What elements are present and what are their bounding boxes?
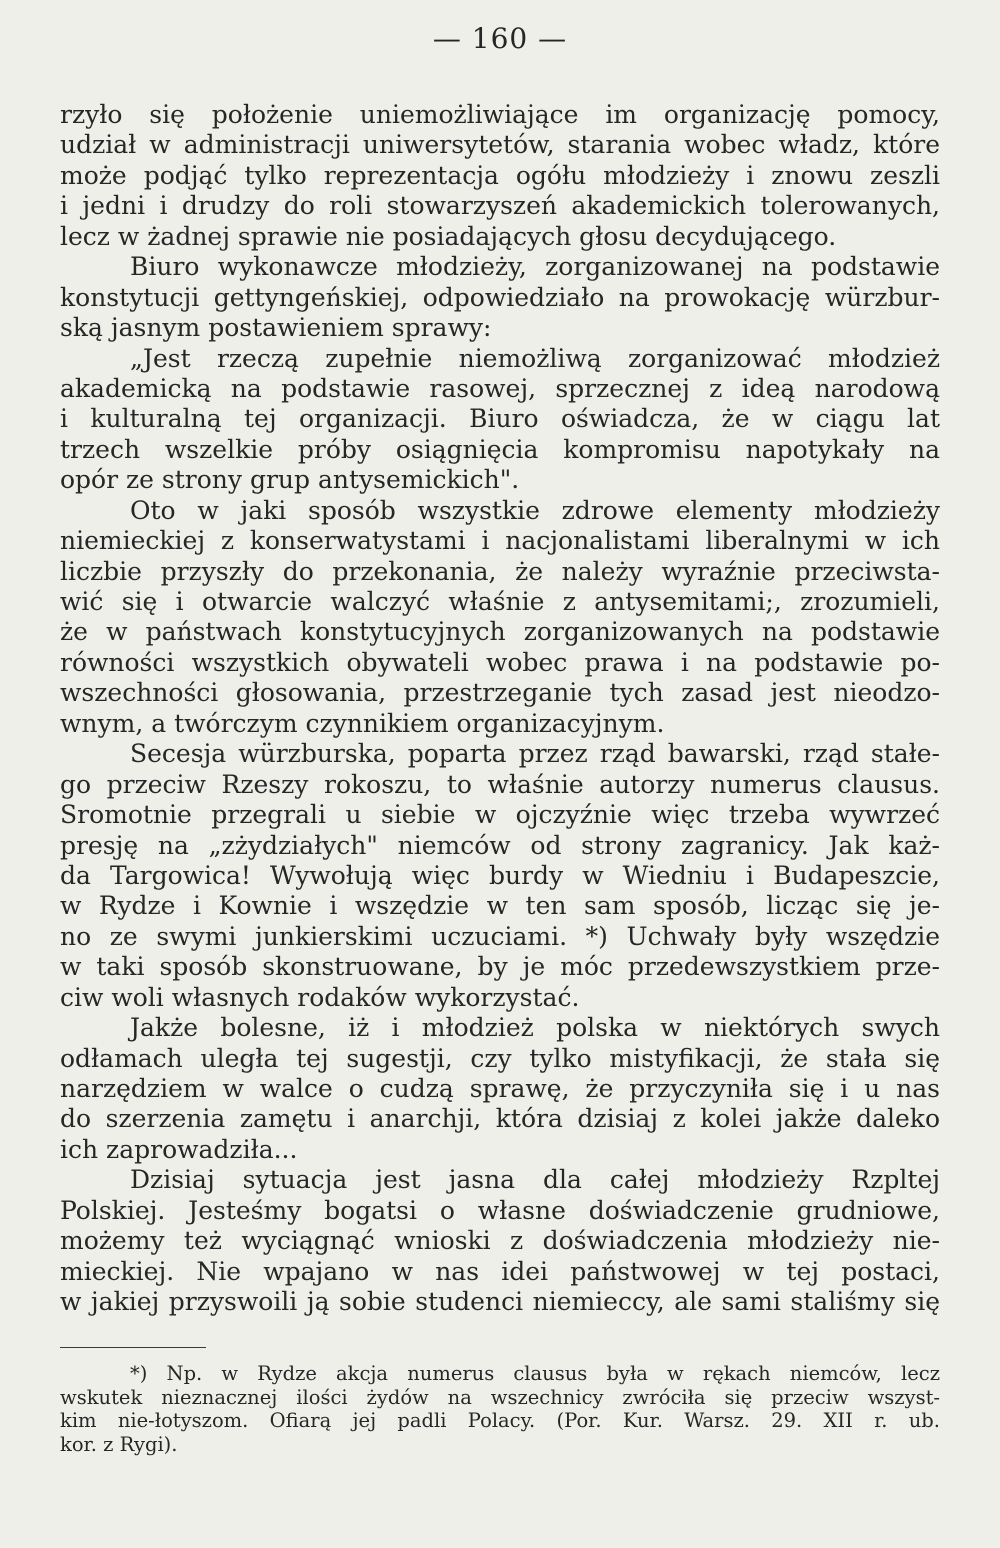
text-line: w Rydze i Kownie i wszędzie w ten sam sposób, licząc się je- [60, 891, 940, 921]
text-line: niemieckiej z konserwatystami i nacjonalistami liberalnymi w ich [60, 526, 940, 556]
text-line: wnym, a twórczym czynnikiem organizacyjnym. [60, 708, 665, 738]
text-line: wić się i otwarcie walczyć właśnie z antysemitami;, zrozumieli, [60, 587, 940, 616]
text-line: da Targowica! Wywołują więc burdy w Wiedniu i Budapeszcie, [60, 860, 940, 890]
footnote-line: kor. z Rygi). [60, 1432, 178, 1456]
footnote-divider [60, 1347, 206, 1348]
text-line: lecz w żadnej sprawie nie posiadających głosu decydującego. [60, 221, 837, 251]
footnote-line: *) Np. w Rydze akcja numerus clausus była w rękach niemców, lecz [130, 1362, 940, 1385]
text-line: akademicką na podstawie rasowej, sprzecznej z ideą narodową [60, 373, 940, 403]
text-line: wszechności głosowania, przestrzeganie tych zasad jest nieodzo- [60, 678, 940, 708]
text-line: konstytucji gettyngeńskiej, odpowiedziało na prowokację würzbur- [60, 282, 940, 312]
text-line: że w państwach konstytucyjnych zorganizowanych na podstawie [60, 617, 940, 647]
text-line: ską jasnym postawieniem sprawy: [60, 313, 492, 343]
text-line: w taki sposób skonstruowane, by je móc przedewszystkiem prze- [60, 952, 940, 982]
text-line: Secesja würzburska, poparta przez rząd bawarski, rząd stałe- [130, 739, 940, 769]
text-line: trzech wszelkie próby osiągnięcia kompromisu napotykały na [60, 434, 940, 464]
text-line: udział w administracji uniwersytetów, starania wobec władz, które [60, 130, 940, 160]
text-line: ciw woli własnych rodaków wykorzystać. [60, 982, 580, 1012]
text-line: „Jest rzeczą zupełnie niemożliwą zorganizować młodzież [130, 343, 940, 373]
text-line: opór ze strony grup antysemickich". [60, 465, 520, 495]
text-line: do szerzenia zamętu i anarchji, która dzisiaj z kolei jakże daleko [60, 1104, 940, 1134]
footnote-line: wskutek nieznacznej ilości żydów na wszechnicy zwróciła się przeciw wszyst- [60, 1385, 940, 1409]
text-line: liczbie przyszły do przekonania, że należy wyraźnie przeciwsta- [60, 556, 940, 586]
text-line: i kulturalną tej organizacji. Biuro oświadcza, że w ciągu lat [60, 404, 940, 434]
text-line: Polskiej. Jesteśmy bogatsi o własne doświadczenie grudniowe, [60, 1195, 940, 1225]
footnote-section [60, 1362, 940, 1456]
text-line: ich zaprowadziła... [60, 1134, 298, 1164]
text-line: rzyło się położenie uniemożliwiające im organizację pomocy, [60, 100, 940, 129]
text-line: odłamach uległa tej sugestji, czy tylko mistyfikacji, że stała się [60, 1043, 940, 1073]
text-line: możemy też wyciągnąć wnioski z doświadczenia młodzieży nie- [60, 1226, 940, 1256]
text-line: Sromotnie przegrali u siebie w ojczyźnie więc trzeba wywrzeć [60, 800, 940, 830]
text-line: w jakiej przyswoili ją sobie studenci niemieccy, ale sami staliśmy się [60, 1287, 940, 1317]
text-line: mieckiej. Nie wpajano w nas idei państwowej w tej postaci, [60, 1256, 940, 1286]
text-line: presję na „zżydziałych" niemców od strony zagranicy. Jak każ- [60, 830, 940, 860]
text-line: i jedni i drudzy do roli stowarzyszeń akademickich tolerowanych, [60, 191, 940, 221]
text-line: go przeciw Rzeszy rokoszu, to właśnie autorzy numerus clausus. [60, 769, 940, 799]
text-line: może podjąć tylko reprezentacja ogółu młodzieży i znowu zeszli [60, 160, 940, 190]
text-line: narzędziem w walce o cudzą sprawę, że przyczyniła się i u nas [60, 1074, 940, 1103]
text-line: no ze swymi junkierskimi uczuciami. *) Uchwały były wszędzie [60, 921, 940, 951]
main-text [60, 100, 940, 1318]
text-line: Jakże bolesne, iż i młodzież polska w niektórych swych [130, 1013, 940, 1043]
footnote-line: kim nie-łotyszom. Ofiarą jej padli Polacy. (Por. Kur. Warsz. 29. XII r. ub. [60, 1409, 940, 1432]
text-line: Biuro wykonawcze młodzieży, zorganizowanej na podstawie [130, 252, 940, 282]
text-line: Dzisiaj sytuacja jest jasna dla całej młodzieży Rzpltej [130, 1165, 940, 1195]
text-line: równości wszystkich obywateli wobec prawa i na podstawie po- [60, 647, 940, 677]
text-line: Oto w jaki sposób wszystkie zdrowe elementy młodzieży [130, 495, 940, 525]
page-number: — 160 — [432, 22, 568, 55]
